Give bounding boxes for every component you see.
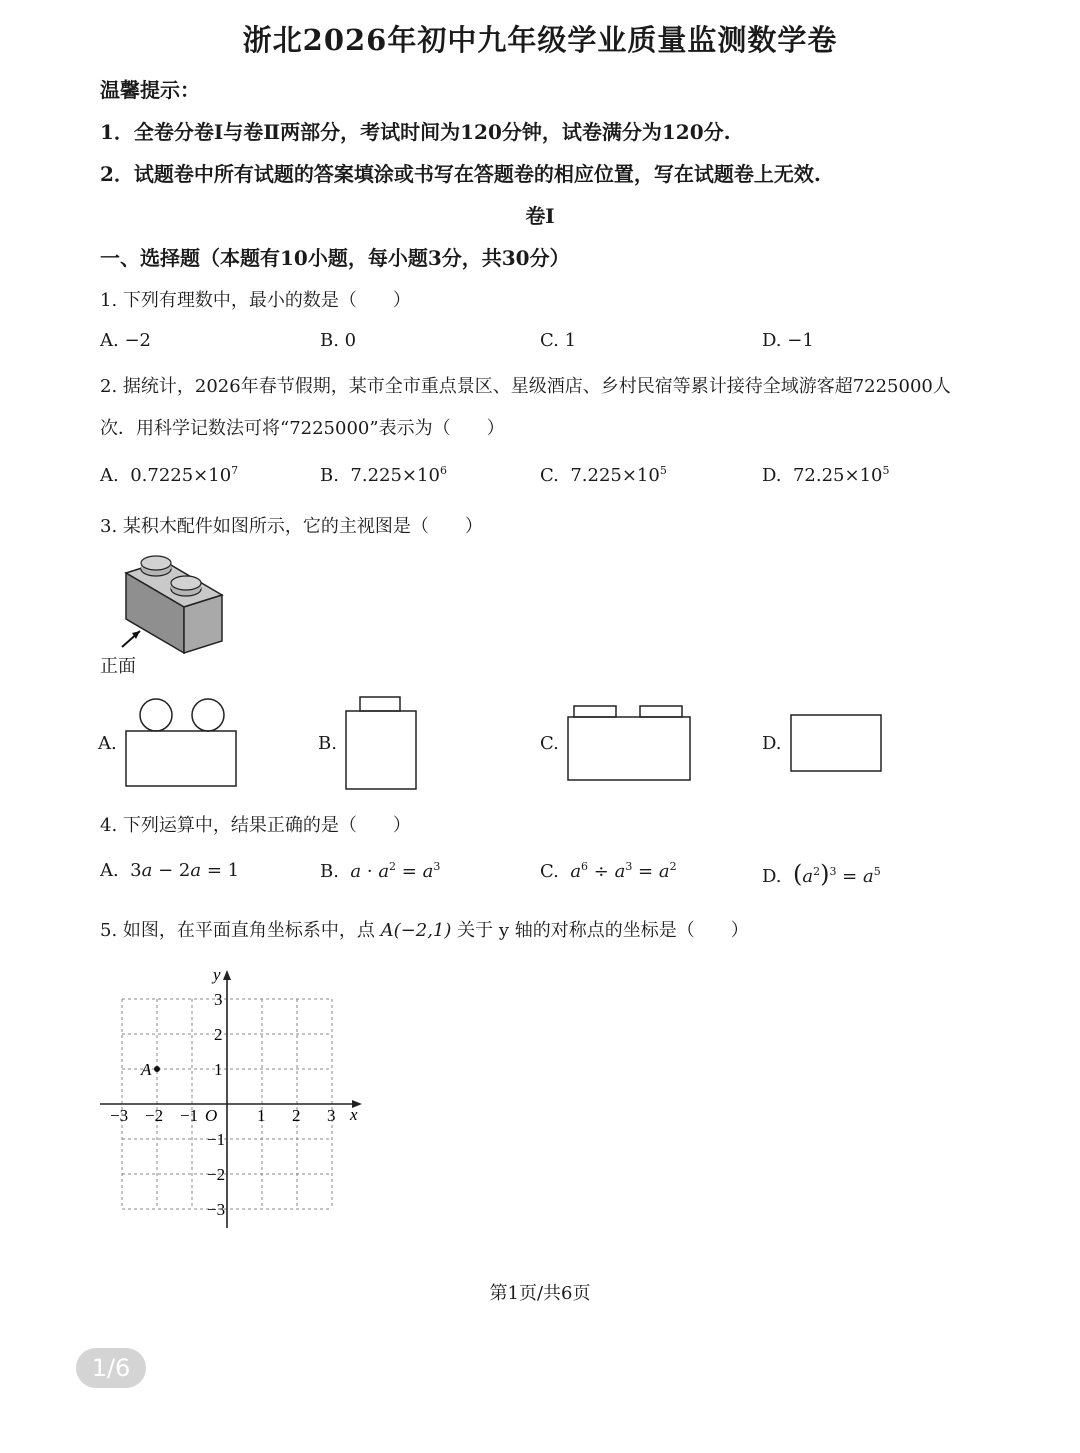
x-tick-label: 2: [292, 1106, 301, 1125]
q2-option-d: D. $72.25\times 10^5$: [762, 464, 890, 486]
q1-stem: 1. 下列有理数中，最小的数是（ ）: [100, 290, 411, 311]
q4-option-a: A. 3a − 2a = 1: [100, 860, 240, 881]
q2-option-a: A. $0.7225\times 10^7$: [100, 464, 239, 486]
y-tick-label: 3: [214, 990, 223, 1009]
origin-label: O: [205, 1106, 218, 1125]
q3-option-b-figure: [340, 693, 424, 793]
y-axis-label: y: [213, 966, 221, 984]
section-heading: 一、选择题（本题有10小题，每小题3分，共30分）: [100, 246, 570, 270]
q2-option-c: C. $7.225\times 10^5$: [540, 464, 667, 486]
page-footer: 第1页/共6页: [489, 1283, 591, 1304]
x-tick-label: −2: [145, 1106, 164, 1125]
x-tick-label: 3: [327, 1106, 336, 1125]
volume-heading: 卷Ⅰ: [525, 204, 555, 228]
coordinate-plane-figure: [94, 966, 374, 1236]
y-axis-arrow: [223, 970, 231, 980]
x-tick-label: −3: [110, 1106, 129, 1125]
tips-heading: 温馨提示：: [100, 78, 200, 102]
q2-stem-line1: 2. 据统计，2026年春节假期，某市全市重点景区、星级酒店、乡村民宿等累计接待全域游客超7225000人: [100, 376, 951, 397]
q4-option-d: D. $(a^2)^3 = a^5$: [762, 860, 881, 888]
q2-stem-line2: 次．用科学记数法可将“7225000”表示为（ ）: [100, 418, 505, 439]
q5-stem: 5. 如图，在平面直角坐标系中，点 A(−2,1) 关于 y 轴的对称点的坐标是（ ）: [100, 920, 749, 941]
q1-option-b: B. 0: [320, 330, 357, 351]
q1-option-d: D. −1: [762, 330, 814, 351]
q3-option-c-figure: [562, 702, 696, 786]
y-tick-label: 2: [214, 1025, 223, 1044]
y-tick-label: −3: [207, 1200, 226, 1219]
q4-option-c: C. $a^6 \div a^3 = a^2$: [540, 860, 677, 882]
q3-option-d-figure: [786, 710, 886, 776]
point-label: A: [141, 1060, 152, 1079]
x-tick-label: −1: [180, 1106, 199, 1125]
front-label: 正面: [100, 656, 136, 677]
point-a: [154, 1066, 160, 1072]
x-tick-label: 1: [257, 1106, 266, 1125]
page-indicator[interactable]: 1/6: [76, 1348, 146, 1388]
y-tick-label: −2: [207, 1165, 226, 1184]
tip-item-1: 1．全卷分卷Ⅰ与卷Ⅱ两部分，考试时间为120分钟，试卷满分为120分.: [100, 120, 731, 144]
q4-stem: 4. 下列运算中，结果正确的是（ ）: [100, 815, 411, 836]
q3-option-a-figure: [120, 696, 244, 790]
y-tick-label: 1: [214, 1060, 223, 1079]
q3-option-c-label: C.: [540, 733, 559, 754]
y-tick-label: −1: [207, 1130, 226, 1149]
q4-option-b: B. $a \cdot a^2 = a^3$: [320, 860, 441, 882]
q3-option-a-label: A.: [98, 733, 117, 754]
tip-item-2: 2．试题卷中所有试题的答案填涂或书写在答题卷的相应位置，写在试题卷上无效.: [100, 162, 821, 186]
q3-option-d-label: D.: [762, 733, 782, 754]
q1-option-a: A. −2: [100, 330, 151, 351]
q2-option-b: B. $7.225\times 10^6$: [320, 464, 447, 486]
q3-option-b-label: B.: [318, 733, 337, 754]
exam-title: 浙北2026年初中九年级学业质量监测数学卷: [242, 23, 838, 57]
q3-stem: 3. 某积木配件如图所示，它的主视图是（ ）: [100, 516, 483, 537]
x-axis-label: x: [350, 1105, 358, 1124]
q1-option-c: C. 1: [540, 330, 577, 351]
